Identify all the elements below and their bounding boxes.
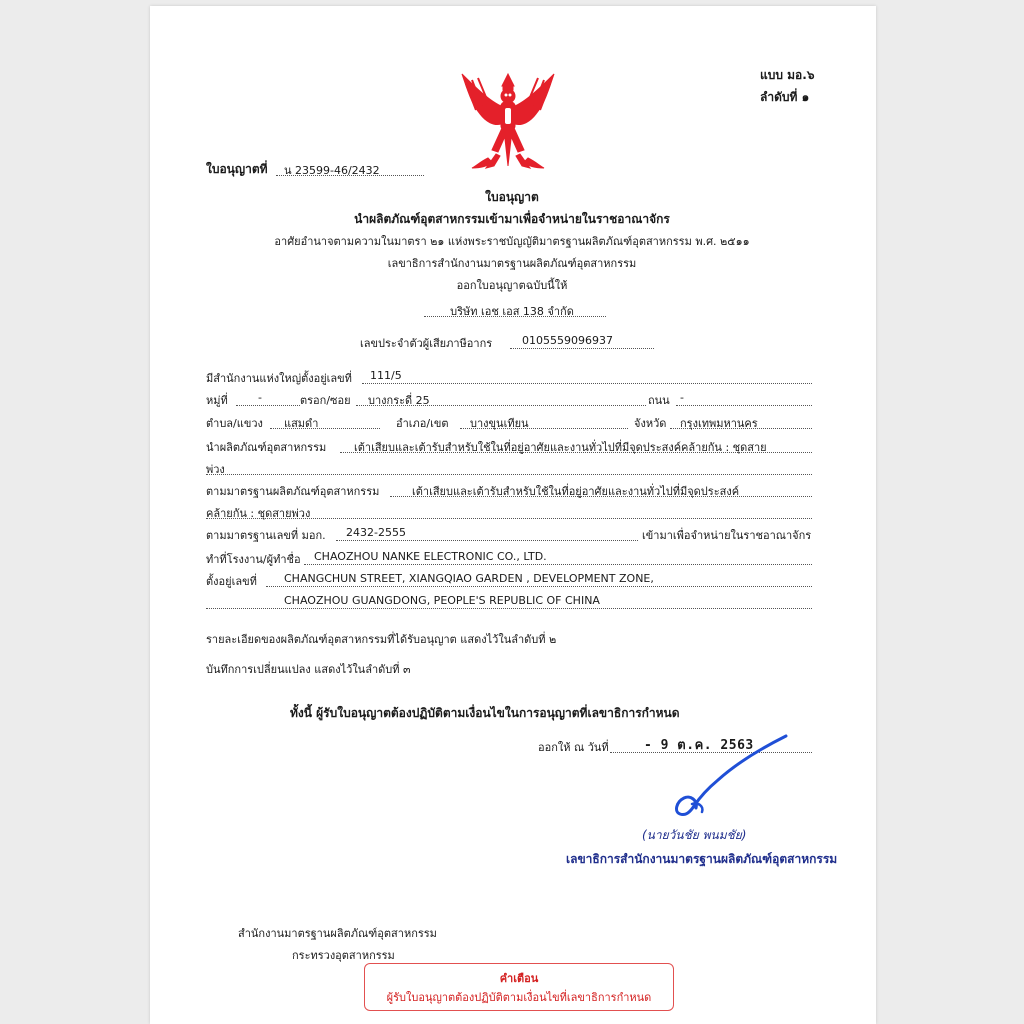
road-value: - <box>680 391 684 404</box>
subdistrict-label: ตำบล/แขวง <box>206 417 263 430</box>
import-note: เข้ามาเพื่อจำหน่ายในราชอาณาจักร <box>642 529 812 542</box>
address-line-2 <box>206 608 812 609</box>
road-label: ถนน <box>648 394 670 407</box>
tis-line <box>336 540 638 541</box>
signature-icon <box>668 728 792 820</box>
address-value-1: CHANGCHUN STREET, XIANGQIAO GARDEN , DEVELOPMENT ZONE, <box>284 572 654 585</box>
hq-no-value: 111/5 <box>370 369 402 382</box>
issued-label: ออกให้ ณ วันที่ <box>538 741 609 754</box>
address-line-1 <box>266 586 812 587</box>
hq-label: มีสำนักงานแห่งใหญ่ตั้งอยู่เลขที่ <box>206 372 352 385</box>
hq-line <box>362 383 812 384</box>
subdistrict-value: แสมดำ <box>284 417 319 430</box>
detail-note: รายละเอียดของผลิตภัณฑ์อุตสาหกรรมที่ได้รับอนุญาต แสดงไว้ในลำดับที่ ๒ <box>206 633 557 646</box>
address-label: ตั้งอยู่เลขที่ <box>206 575 257 588</box>
sequence-number: ลำดับที่ ๑ <box>760 90 810 104</box>
warning-text: ผู้รับใบอนุญาตต้องปฏิบัติตามเงื่อนไขที่เลขาธิการกำหนด <box>386 991 652 1004</box>
standard-value-1: เต้าเสียบและเต้ารับสำหรับใช้ในที่อยู่อาศัยและงานทั่วไปที่มีจุดประสงค์ <box>412 485 740 498</box>
road-line <box>676 405 812 406</box>
product-value-1: เต้าเสียบและเต้ารับสำหรับใช้ในที่อยู่อาศัยและงานทั่วไปที่มีจุดประสงค์คล้ายกัน : ชุดสาย <box>354 441 767 454</box>
garuda-emblem-icon <box>458 70 558 170</box>
soi-label: ตรอก/ซอย <box>300 394 351 407</box>
condition-text: ทั้งนี้ ผู้รับใบอนุญาตต้องปฏิบัติตามเงื่อนไขในการอนุญาตที่เลขาธิการกำหนด <box>290 706 680 720</box>
moo-label: หมู่ที่ <box>206 394 228 407</box>
document-title: ใบอนุญาต <box>485 190 539 204</box>
factory-value: CHAOZHOU NANKE ELECTRONIC CO., LTD. <box>314 550 547 563</box>
issue-line: ออกใบอนุญาตฉบับนี้ให้ <box>456 279 568 292</box>
issuer-line: เลขาธิการสำนักงานมาตรฐานผลิตภัณฑ์อุตสาหกรรม <box>387 257 637 270</box>
moo-value: - <box>258 391 262 404</box>
product-label: นำผลิตภัณฑ์อุตสาหกรรม <box>206 441 327 454</box>
office-name: สำนักงานมาตรฐานผลิตภัณฑ์อุตสาหกรรม <box>238 927 437 940</box>
form-code: แบบ มอ.๖ <box>760 68 815 82</box>
signer-name: (นายวันชัย พนมชัย) <box>642 828 747 842</box>
standard-label: ตามมาตรฐานผลิตภัณฑ์อุตสาหกรรม <box>206 485 380 498</box>
province-value: กรุงเทพมหานคร <box>680 417 758 430</box>
tax-id-value: 0105559096937 <box>522 334 613 347</box>
license-no-value: น 23599-46/2432 <box>284 164 380 177</box>
signer-title: เลขาธิการสำนักงานมาตรฐานผลิตภัณฑ์อุตสาหกรรม <box>566 852 838 866</box>
warning-box <box>364 963 674 1011</box>
issued-date-stamp: - 9 ต.ค. 2563 <box>644 738 754 753</box>
license-no-label: ใบอนุญาตที่ <box>206 162 268 176</box>
ministry-name: กระทรวงอุตสาหกรรม <box>292 949 395 962</box>
moo-line <box>236 405 300 406</box>
tax-id-line <box>510 348 654 349</box>
product-value-2: พ่วง <box>206 463 225 476</box>
province-label: จังหวัด <box>634 417 667 430</box>
tis-label: ตามมาตรฐานเลขที่ มอก. <box>206 529 326 542</box>
standard-value-2: คล้ายกัน : ชุดสายพ่วง <box>206 507 311 520</box>
document-subtitle: นำผลิตภัณฑ์อุตสาหกรรมเข้ามาเพื่อจำหน่ายในราชอาณาจักร <box>354 212 670 226</box>
district-value: บางขุนเทียน <box>470 417 529 430</box>
tis-value: 2432-2555 <box>346 526 406 539</box>
factory-label: ทำที่โรงงาน/ผู้ทำชื่อ <box>206 553 301 566</box>
authority-line: อาศัยอำนาจตามความในมาตรา ๒๑ แห่งพระราชบัญญัติมาตรฐานผลิตภัณฑ์อุตสาหกรรม พ.ศ. ๒๕๑๑ <box>274 235 750 248</box>
change-note: บันทึกการเปลี่ยนแปลง แสดงไว้ในลำดับที่ ๓ <box>206 663 411 676</box>
address-value-2: CHAOZHOU GUANGDONG, PEOPLE'S REPUBLIC OF CHINA <box>284 594 600 607</box>
district-label: อำเภอ/เขต <box>396 417 449 430</box>
product-line-2 <box>206 474 812 475</box>
factory-line <box>304 564 812 565</box>
warning-title: คำเตือน <box>499 972 539 985</box>
tax-id-label: เลขประจำตัวผู้เสียภาษีอากร <box>360 337 493 350</box>
soi-value: บางกระดี่ 25 <box>368 394 430 407</box>
company-name: บริษัท เอช เอส 138 จำกัด <box>450 305 574 318</box>
